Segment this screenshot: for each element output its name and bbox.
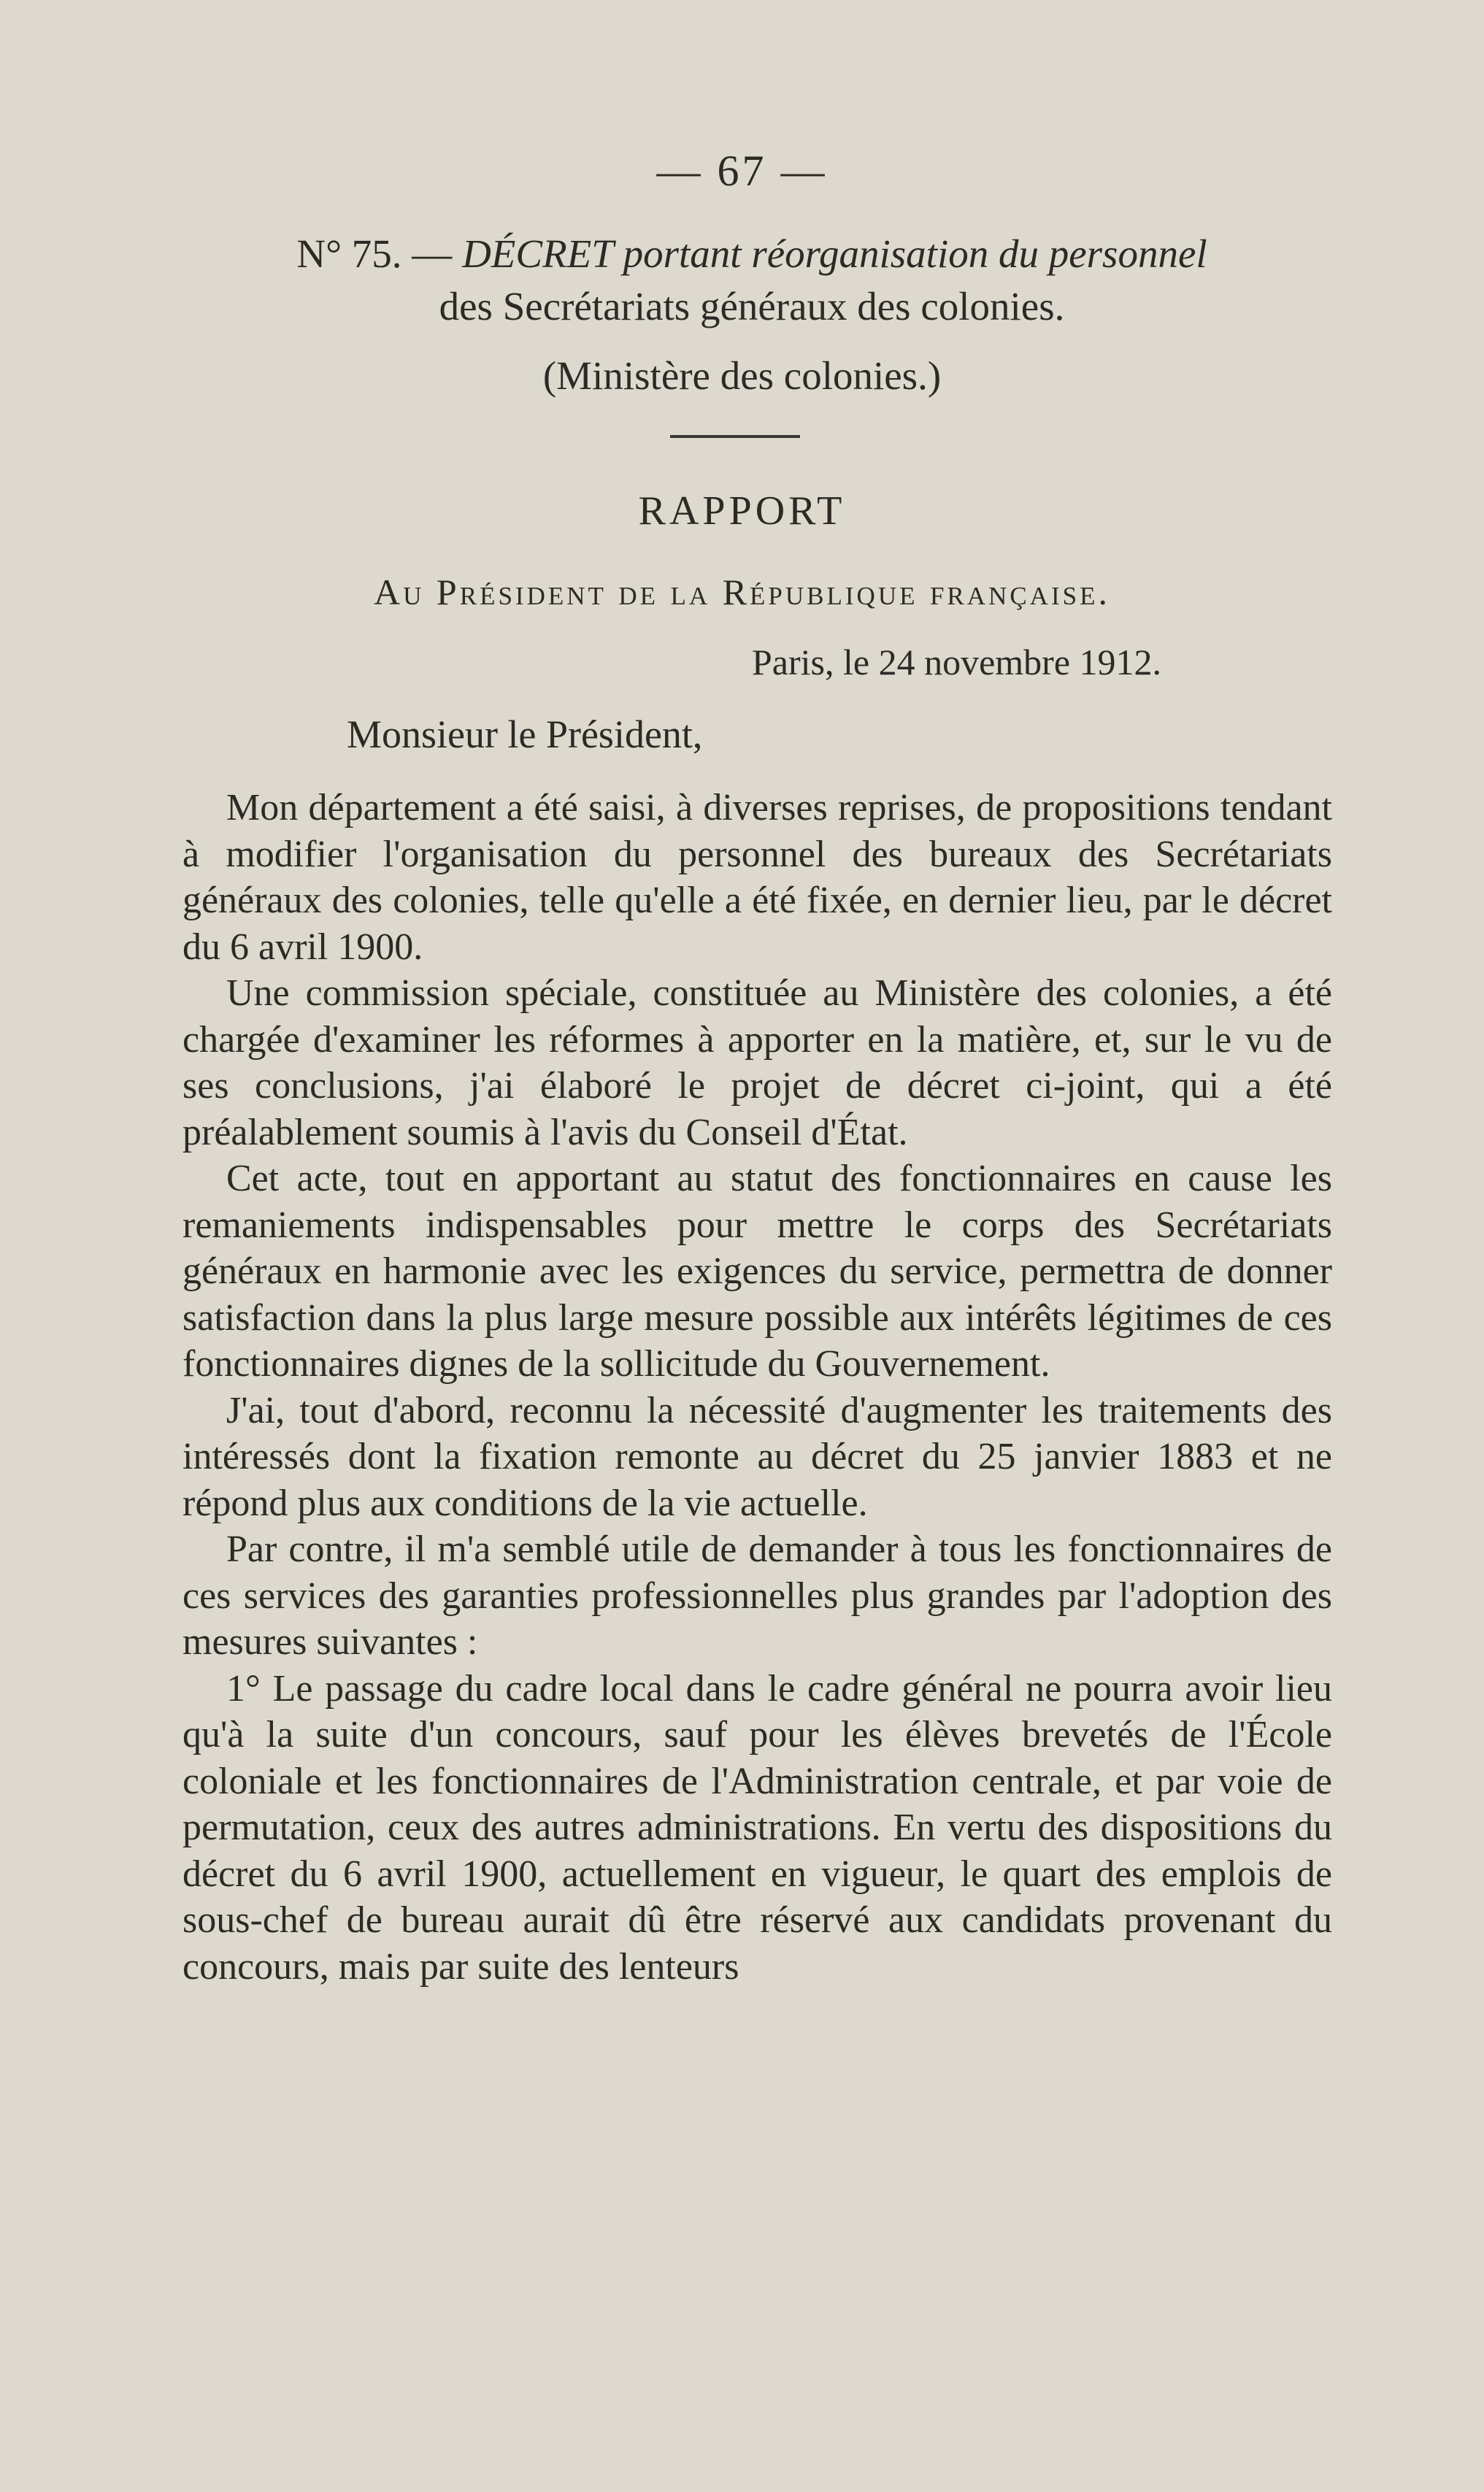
paragraph: 1° Le passage du cadre local dans le cadre général ne pourra avoir lieu qu'à la suite d'un concours, sauf pour les élèves brevetés de l'École coloniale et les fonctionnaires de l'Administration centrale, et par voie de permutation, ceux des autres administrations. En vertu des dispositions du décret du 6 avril 1900, actuellement en vigueur, le quart des emplois de sous-chef de bureau aurait dû être réservé aux candidats provenant du concours, mais par suite des lenteurs — [182, 1667, 1332, 1988]
date-line: Paris, le 24 novembre 1912. — [752, 642, 1162, 682]
report-body — [182, 785, 1332, 1990]
paragraph: Mon département a été saisi, à diverses reprises, de propositions tendant à modifier l'organisation du personnel des bureaux des Secrétariats généraux des colonies, telle qu'elle a été fixée, en dernier lieu, par le décret du 6 avril 1900. — [182, 787, 1332, 968]
ministry-note: (Ministère des colonies.) — [542, 353, 942, 398]
decree-number: N° 75. — — [296, 231, 453, 276]
paragraph: Cet acte, tout en apportant au statut des fonctionnaires en cause les remaniements indispensables pour mettre le corps des Secrétariats généraux en harmonie avec les exigences du service, permettra de donner satisfaction dans la plus large mesure possible aux intérêts légitimes de ces fonctionnaires dignes de la sollicitude du Gouvernement. — [182, 1158, 1332, 1385]
paragraph: J'ai, tout d'abord, reconnu la nécessité d'augmenter les traitements des intéressés dont la fixation remonte au décret du 25 janvier 1883 et ne répond plus aux conditions de la vie actuelle. — [182, 1389, 1332, 1524]
paragraph: Une commission spéciale, constituée au Ministère des colonies, a été chargée d'examiner les réformes à apporter en la matière, et, sur le vu de ses conclusions, j'ai élaboré le projet de décret ci-joint, qui a été préalablement soumis à l'avis du Conseil d'État. — [182, 972, 1332, 1153]
decree-title-line1 — [182, 228, 1321, 280]
salutation: Monsieur le Président, — [347, 712, 703, 756]
divider-rule — [670, 435, 800, 438]
report-heading: RAPPORT — [638, 488, 846, 534]
paragraph: Par contre, il m'a semblé utile de demander à tous les fonctionnaires de ces services des garanties professionnelles plus grandes par l'adoption des mesures suivantes : — [182, 1528, 1332, 1663]
decree-title-text: DÉCRET portant réorganisation du personnel — [462, 231, 1207, 276]
addressee-line: Au Président de la République française. — [374, 572, 1110, 612]
page-number: — 67 — — [656, 147, 828, 195]
decree-title-line2: des Secrétariats généraux des colonies. — [439, 284, 1065, 328]
